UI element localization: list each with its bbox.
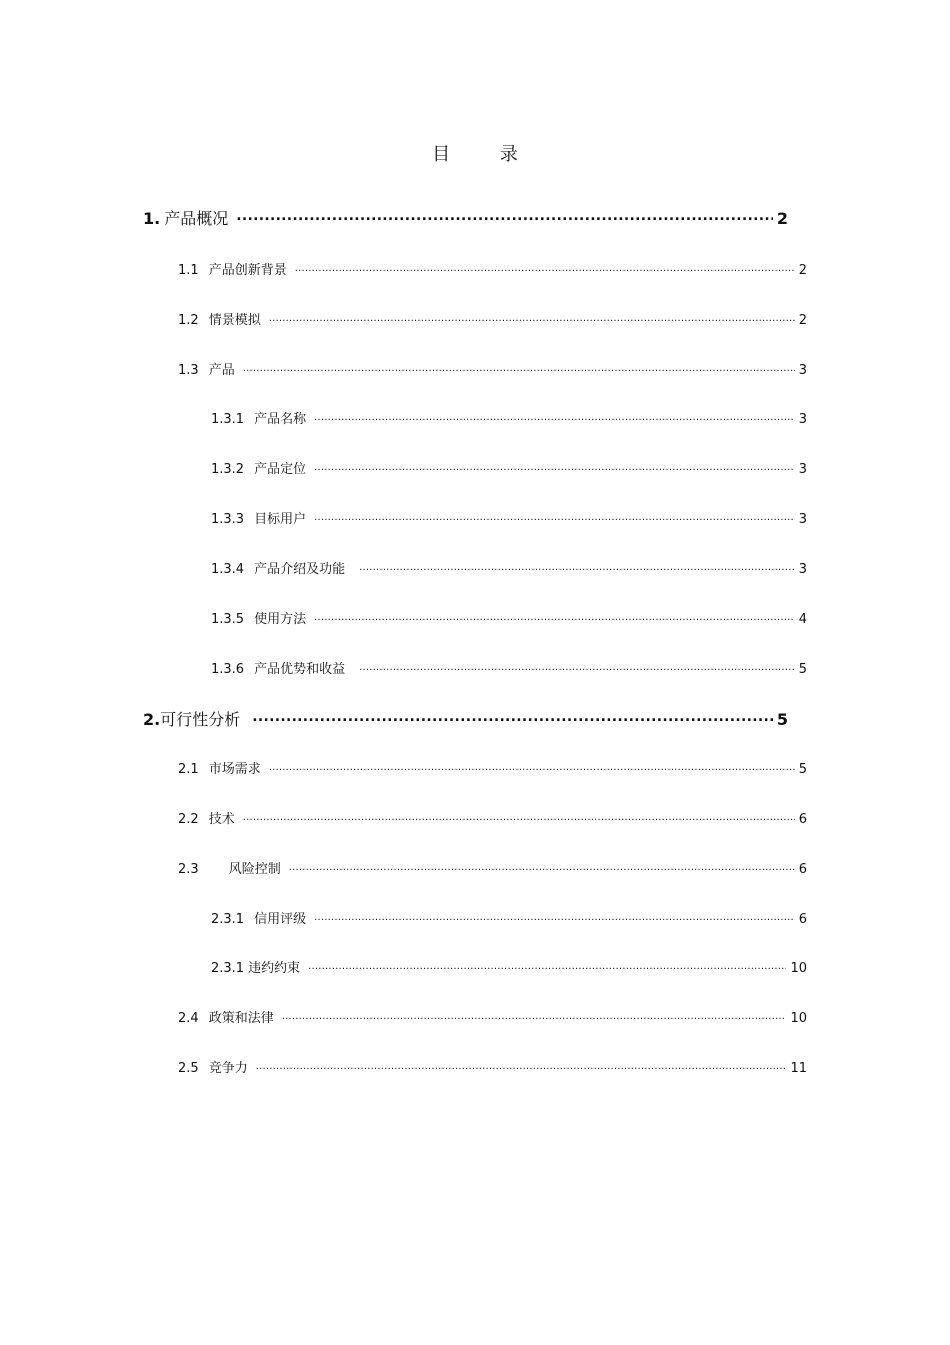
- toc-entry-number: 2.3.1: [211, 961, 245, 976]
- toc-entry-label: 目标用户: [254, 512, 307, 527]
- toc-entry-label: 市场需求: [208, 762, 261, 777]
- toc-entry-label: 技术: [208, 812, 235, 827]
- toc-entry-label: 产品概况: [164, 209, 229, 228]
- toc-entry-level2[interactable]: [178, 758, 807, 776]
- toc-entry-level3[interactable]: [211, 957, 807, 975]
- toc-entry-number: 1.3.6: [211, 662, 245, 677]
- toc-entry-level2[interactable]: [178, 259, 807, 277]
- toc-entry-page: 6: [798, 912, 807, 927]
- toc-entry-page: 3: [798, 363, 807, 378]
- toc-entry-page: 5: [798, 662, 807, 677]
- toc-dot-leader: [243, 813, 795, 823]
- toc-entry-page: 5: [776, 710, 788, 729]
- toc-entry-label: 可行性分析: [160, 710, 241, 729]
- toc-dot-leader: [256, 1062, 787, 1072]
- toc-entry-label: 使用方法: [254, 612, 307, 627]
- toc-dot-leader: [252, 711, 773, 725]
- toc-dot-leader: [269, 314, 795, 324]
- toc-entry-label: 产品介绍及功能: [254, 562, 346, 577]
- toc-entry-level1[interactable]: [143, 206, 788, 228]
- toc-entry-number: 1.3.2: [211, 462, 245, 477]
- toc-entry-page: 10: [790, 961, 807, 976]
- toc-entry-label: 产品定位: [254, 462, 307, 477]
- toc-entry-page: 10: [790, 1011, 807, 1026]
- toc-entry-label: 情景模拟: [208, 313, 261, 328]
- toc-entry-number: 2.3.1: [211, 912, 245, 927]
- toc-dot-leader: [314, 513, 795, 523]
- toc-entry-level2[interactable]: [178, 858, 807, 876]
- toc-entry-label: 政策和法律: [208, 1011, 274, 1026]
- toc-entry-number: 1.3: [178, 363, 199, 378]
- toc-entry-page: 4: [798, 612, 807, 627]
- toc-entry-page: 3: [798, 412, 807, 427]
- toc-entry-page: 3: [798, 562, 807, 577]
- toc-dot-leader: [314, 413, 795, 423]
- toc-dot-leader: [314, 913, 795, 923]
- toc-entry-label: 产品: [208, 363, 235, 378]
- toc-entry-page: 2: [798, 263, 807, 278]
- toc-entry-number: 1.3.3: [211, 512, 245, 527]
- toc-dot-leader: [295, 264, 795, 274]
- toc-entry-page: 5: [798, 762, 807, 777]
- toc-dot-leader: [269, 763, 795, 773]
- toc-entry-level3[interactable]: [211, 558, 807, 576]
- toc-dot-leader: [314, 613, 795, 623]
- toc-entry-number: 1.1: [178, 263, 199, 278]
- toc-dot-leader: [289, 863, 795, 873]
- toc-entry-label: 信用评级: [254, 912, 307, 927]
- toc-dot-leader: [314, 463, 795, 473]
- toc-entry-level3[interactable]: [211, 458, 807, 476]
- toc-entry-page: 6: [798, 862, 807, 877]
- toc-entry-level2[interactable]: [178, 309, 807, 327]
- toc-dot-leader: [359, 663, 795, 673]
- toc-entry-level3[interactable]: [211, 508, 807, 526]
- toc-entry-number: 2.3: [178, 862, 199, 877]
- toc-entry-label: 风险控制: [228, 862, 281, 877]
- toc-entry-number: 1.3.4: [211, 562, 245, 577]
- toc-entry-number: 1.2: [178, 313, 199, 328]
- toc-dot-leader: [243, 364, 795, 374]
- toc-entry-number: 1.3.1: [211, 412, 245, 427]
- toc-dot-leader: [308, 962, 786, 972]
- toc-entry-level2[interactable]: [178, 1057, 807, 1075]
- toc-title: 目 录: [432, 144, 540, 165]
- toc-entry-label: 竞争力: [208, 1061, 248, 1076]
- toc-entry-page: 6: [798, 812, 807, 827]
- toc-entry-level1[interactable]: [143, 707, 788, 729]
- toc-entry-number: 1.3.5: [211, 612, 245, 627]
- toc-entry-page: 3: [798, 512, 807, 527]
- toc-entry-number: 2.: [143, 710, 161, 729]
- toc-entry-level2[interactable]: [178, 808, 807, 826]
- toc-entry-level3[interactable]: [211, 908, 807, 926]
- toc-entry-level3[interactable]: [211, 658, 807, 676]
- toc-entry-number: 2.2: [178, 812, 199, 827]
- toc-entry-number: 1.: [143, 209, 161, 228]
- toc-entry-label: 违约约束: [248, 961, 301, 976]
- toc-entry-page: 3: [798, 462, 807, 477]
- toc-entry-number: 2.4: [178, 1011, 199, 1026]
- toc-entry-page: 2: [776, 209, 788, 228]
- toc-entry-number: 2.1: [178, 762, 199, 777]
- toc-dot-leader: [282, 1012, 787, 1022]
- toc-entry-label: 产品创新背景: [208, 263, 287, 278]
- toc-entry-number: 2.5: [178, 1061, 199, 1076]
- toc-entry-level2[interactable]: [178, 1007, 807, 1025]
- toc-entry-page: 2: [798, 313, 807, 328]
- toc-entry-label: 产品名称: [254, 412, 307, 427]
- toc-dot-leader: [236, 210, 773, 224]
- toc-entry-level2[interactable]: [178, 359, 807, 377]
- toc-entry-level3[interactable]: [211, 408, 807, 426]
- toc-entry-label: 产品优势和收益: [254, 662, 346, 677]
- toc-entry-page: 11: [790, 1061, 807, 1076]
- toc-entry-level3[interactable]: [211, 608, 807, 626]
- toc-dot-leader: [359, 563, 795, 573]
